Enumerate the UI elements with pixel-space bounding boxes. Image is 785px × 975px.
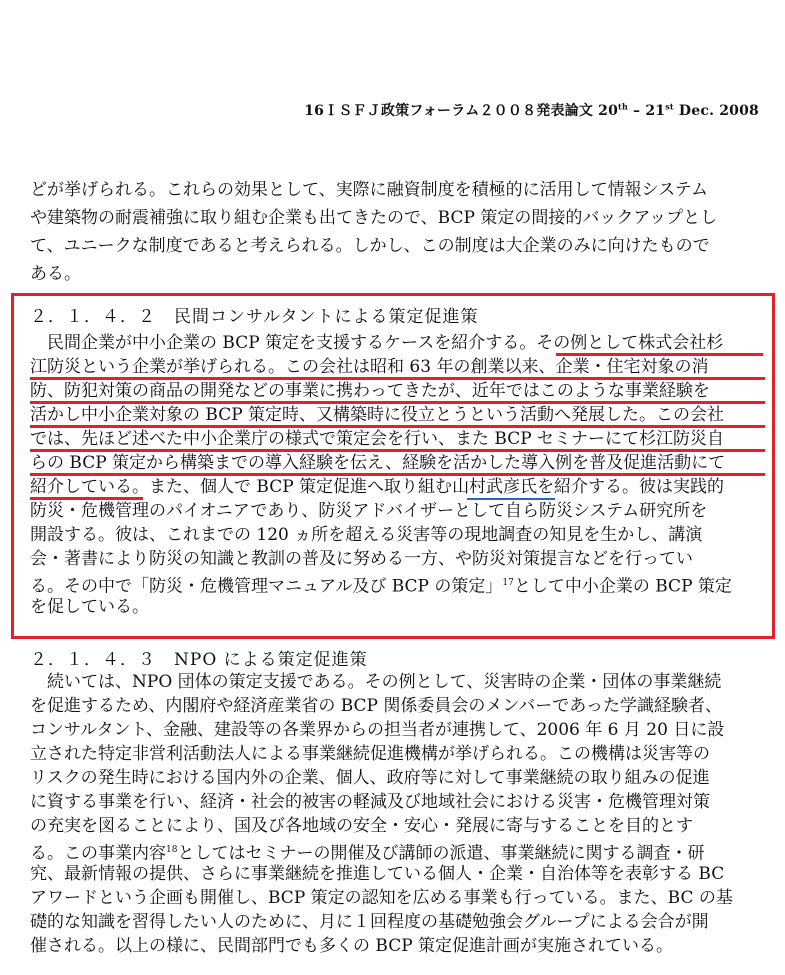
section-2143-line: を促進するため、内閣府や経済産業省の BCP 関係委員会のメンバーであった学識経験者、 <box>30 696 723 716</box>
red-underline <box>30 449 765 452</box>
line11-tail: として中小企業の BCP 策定 <box>513 576 732 597</box>
section-2142-heading: ２．１．４．２ 民間コンサルタントによる策定促進策 <box>30 307 479 327</box>
section-2143-heading: ２．１．４．３ NPO による策定促進策 <box>30 650 368 670</box>
intro-line: や建築物の耐震補強に取り組む企業も出てきたので、BCP 策定の間接的バックアップとし <box>30 208 718 228</box>
line7-part-b: また、個人で BCP 策定促進へ取り組む <box>149 477 453 497</box>
person-name: 山村武彦氏 <box>452 477 538 497</box>
intro-line: ある。 <box>30 264 81 284</box>
section-2142-line: を促している。 <box>30 597 149 617</box>
blue-underline <box>467 498 555 500</box>
header-date-start: 20 <box>598 103 619 119</box>
red-underline <box>556 353 763 356</box>
section-2142-line: らの BCP 策定から構築までの導入経験を伝え、経験を活かした導入例を普及促進活動にて <box>30 453 726 473</box>
red-underline <box>30 401 765 404</box>
section-2142-line: 開設する。彼は、これまでの 120 ヵ所を超える災害等の現地調査の知見を生かし、講演 <box>30 525 703 545</box>
header-date-end-suffix: st <box>665 101 674 112</box>
section-2143-line: 礎的な知識を習得したい人のために、月に１回程度の基礎勉強会グループによる会合が開 <box>30 912 709 932</box>
red-underline <box>30 425 765 428</box>
red-underline <box>30 473 765 476</box>
section-2142-line: 民間企業が中小企業の BCP 策定を支援するケースを紹介する。その例として株式会社杉 <box>30 333 724 353</box>
section-2142-line: 防、防犯対策の商品の開発などの事業に携わってきたが、近年ではこのような事業経験を <box>30 381 710 401</box>
footnote-17: 17 <box>502 578 514 588</box>
section-2143-line: リスクの発生時における国内外の企業、個人、政府等に対して事業継続の取り組みの促進 <box>30 768 710 788</box>
line-fn-tail: としてはセミナーの開催及び講師の派遣、事業継続に関する調査・研 <box>177 843 705 864</box>
section-2143-line: に資する事業を行い、経済・社会的被害の軽減及び地域社会における災害・危機管理対策 <box>30 792 710 812</box>
line11-head: る。その中で「防災・危機管理マニュアル及び BCP の策定」 <box>30 576 503 597</box>
section-2142-line: 江防災という企業が挙げられる。この会社は昭和 63 年の創業以来、企業・住宅対象の消 <box>30 357 709 377</box>
section-2143-line: の充実を図ることにより、国及び各地域の安全・安心・発展に寄与することを目的とす <box>30 816 693 836</box>
section-2143-line: 立された特定非営利活動法人による事業継続促進機構が挙げられる。この機構は災害等の <box>30 744 710 764</box>
section-2142-line: 会・著書により防災の知識と教訓の普及に努める一方、や防災対策提言などを行ってい <box>30 549 693 569</box>
header-date-start-suffix: th <box>618 101 628 112</box>
line-fn-head: る。この事業内容 <box>30 843 166 864</box>
line7-part-a: 紹介している。 <box>30 477 149 497</box>
header-date-month-year: Dec. 2008 <box>673 103 759 119</box>
footnote-18: 18 <box>166 845 178 855</box>
intro-line: て、ユニークな制度であると考えられる。しかし、この制度は大企業のみに向けたもので <box>30 236 710 256</box>
section-2142-line <box>30 475 765 499</box>
red-underline <box>30 497 143 500</box>
section-2142-line: 活かし中小企業対象の BCP 策定時、又構築時に役立とうという活動へ発展した。この会社 <box>30 405 725 425</box>
header-title: 16ＩＳＦＪ政策フォーラム２００８発表論文 <box>304 103 594 119</box>
section-2143-line: 続いては、NPO 団体の策定支援である。その例として、災害時の企業・団体の事業継続 <box>30 672 722 692</box>
header-date-end: 21 <box>645 103 666 119</box>
line7-part-c: を紹介する。彼は実践的 <box>537 477 725 497</box>
header-date-dash: – <box>627 103 646 119</box>
section-2143-line: コンサルタント、金融、建設等の各業界からの担当者が連携して、2006 年 6 月 20 日に設 <box>30 720 725 740</box>
intro-line: どが挙げられる。これらの効果として、実際に融資制度を積極的に活用して情報システム <box>30 180 708 200</box>
section-2143-line: アワードという企画も開催し、BCP 策定の認知を広める事業も行っている。また、BC の基 <box>30 888 733 908</box>
section-2143-line: 催される。以上の様に、民間部門でも多くの BCP 策定促進計画が実施されている。 <box>30 936 674 956</box>
page-header <box>304 100 759 120</box>
red-underline <box>30 377 765 380</box>
section-2143-line: 究、最新情報の提供、さらに事業継続を推進している個人・企業・自治体等を表彰する BC <box>30 864 725 884</box>
section-2142-line: では、先ほど述べた中小企業庁の様式で策定会を行い、また BCP セミナーにて杉江防災自 <box>30 429 725 449</box>
section-2142-line: 防災・危機管理のパイオニアであり、防災アドバイザーとして自ら防災システム研究所を <box>30 501 708 521</box>
